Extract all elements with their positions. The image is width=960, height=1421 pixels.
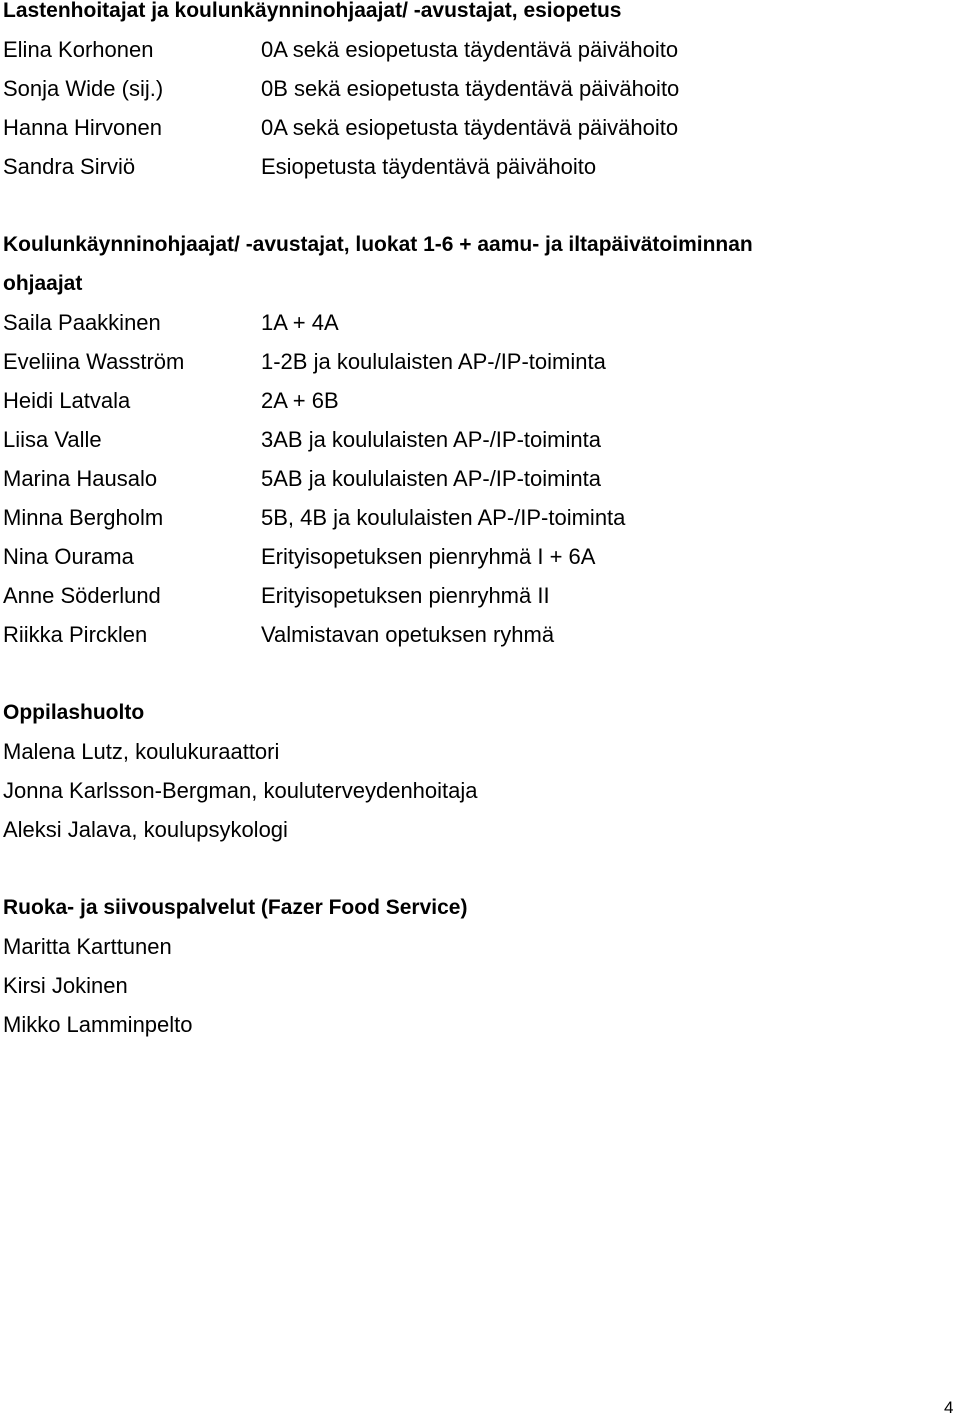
section-heading-oppilashuolto: Oppilashuolto: [3, 701, 145, 724]
section-heading-koulunkaynninohjaajat: Koulunkäynninohjaajat/ -avustajat, luokat 1-6 + aamu- ja iltapäivätoiminnan: [3, 233, 753, 256]
staff-name: Eveliina Wasström: [3, 349, 185, 374]
staff-name: Riikka Pircklen: [3, 622, 148, 647]
staff-name: Heidi Latvala: [3, 388, 131, 413]
staff-role: 5AB ja koululaisten AP-/IP-toiminta: [261, 466, 601, 491]
section-heading-ruokapalvelut: Ruoka- ja siivouspalvelut (Fazer Food Service): [3, 896, 468, 919]
list-item: Malena Lutz, koulukuraattori: [3, 739, 280, 764]
staff-role: Valmistavan opetuksen ryhmä: [261, 622, 555, 647]
staff-role: 0B sekä esiopetusta täydentävä päivähoito: [261, 76, 680, 101]
list-item: Kirsi Jokinen: [3, 973, 128, 998]
staff-name: Anne Söderlund: [3, 583, 161, 608]
page-number: 4: [944, 1398, 954, 1417]
staff-name: Minna Bergholm: [3, 505, 164, 530]
staff-role: 2A + 6B: [261, 388, 339, 413]
staff-name: Liisa Valle: [3, 427, 102, 452]
staff-role: 5B, 4B ja koululaisten AP-/IP-toiminta: [261, 505, 626, 530]
staff-name: Marina Hausalo: [3, 466, 158, 491]
staff-role: Esiopetusta täydentävä päivähoito: [261, 154, 597, 179]
section-heading-esiopetus: Lastenhoitajat ja koulunkäynninohjaajat/ -avustajat, esiopetus: [3, 0, 622, 22]
list-item: Jonna Karlsson-Bergman, kouluterveydenhoitaja: [3, 778, 478, 803]
staff-name: Nina Ourama: [3, 544, 134, 569]
staff-name: Hanna Hirvonen: [3, 115, 162, 140]
staff-role: 1-2B ja koululaisten AP-/IP-toiminta: [261, 349, 606, 374]
staff-name: Elina Korhonen: [3, 37, 154, 62]
staff-role: 1A + 4A: [261, 310, 339, 335]
staff-role: 0A sekä esiopetusta täydentävä päivähoito: [261, 37, 679, 62]
section-heading-koulunkaynninohjaajat-cont: ohjaajat: [3, 272, 83, 295]
staff-role: 0A sekä esiopetusta täydentävä päivähoito: [261, 115, 679, 140]
staff-name: Sandra Sirviö: [3, 154, 136, 179]
staff-role: Erityisopetuksen pienryhmä II: [261, 583, 550, 608]
staff-role: 3AB ja koululaisten AP-/IP-toiminta: [261, 427, 601, 452]
staff-role: Erityisopetuksen pienryhmä I + 6A: [261, 544, 596, 569]
staff-name: Sonja Wide (sij.): [3, 76, 164, 101]
list-item: Aleksi Jalava, koulupsykologi: [3, 817, 288, 842]
list-item: Maritta Karttunen: [3, 934, 172, 959]
staff-name: Saila Paakkinen: [3, 310, 161, 335]
list-item: Mikko Lamminpelto: [3, 1012, 193, 1037]
